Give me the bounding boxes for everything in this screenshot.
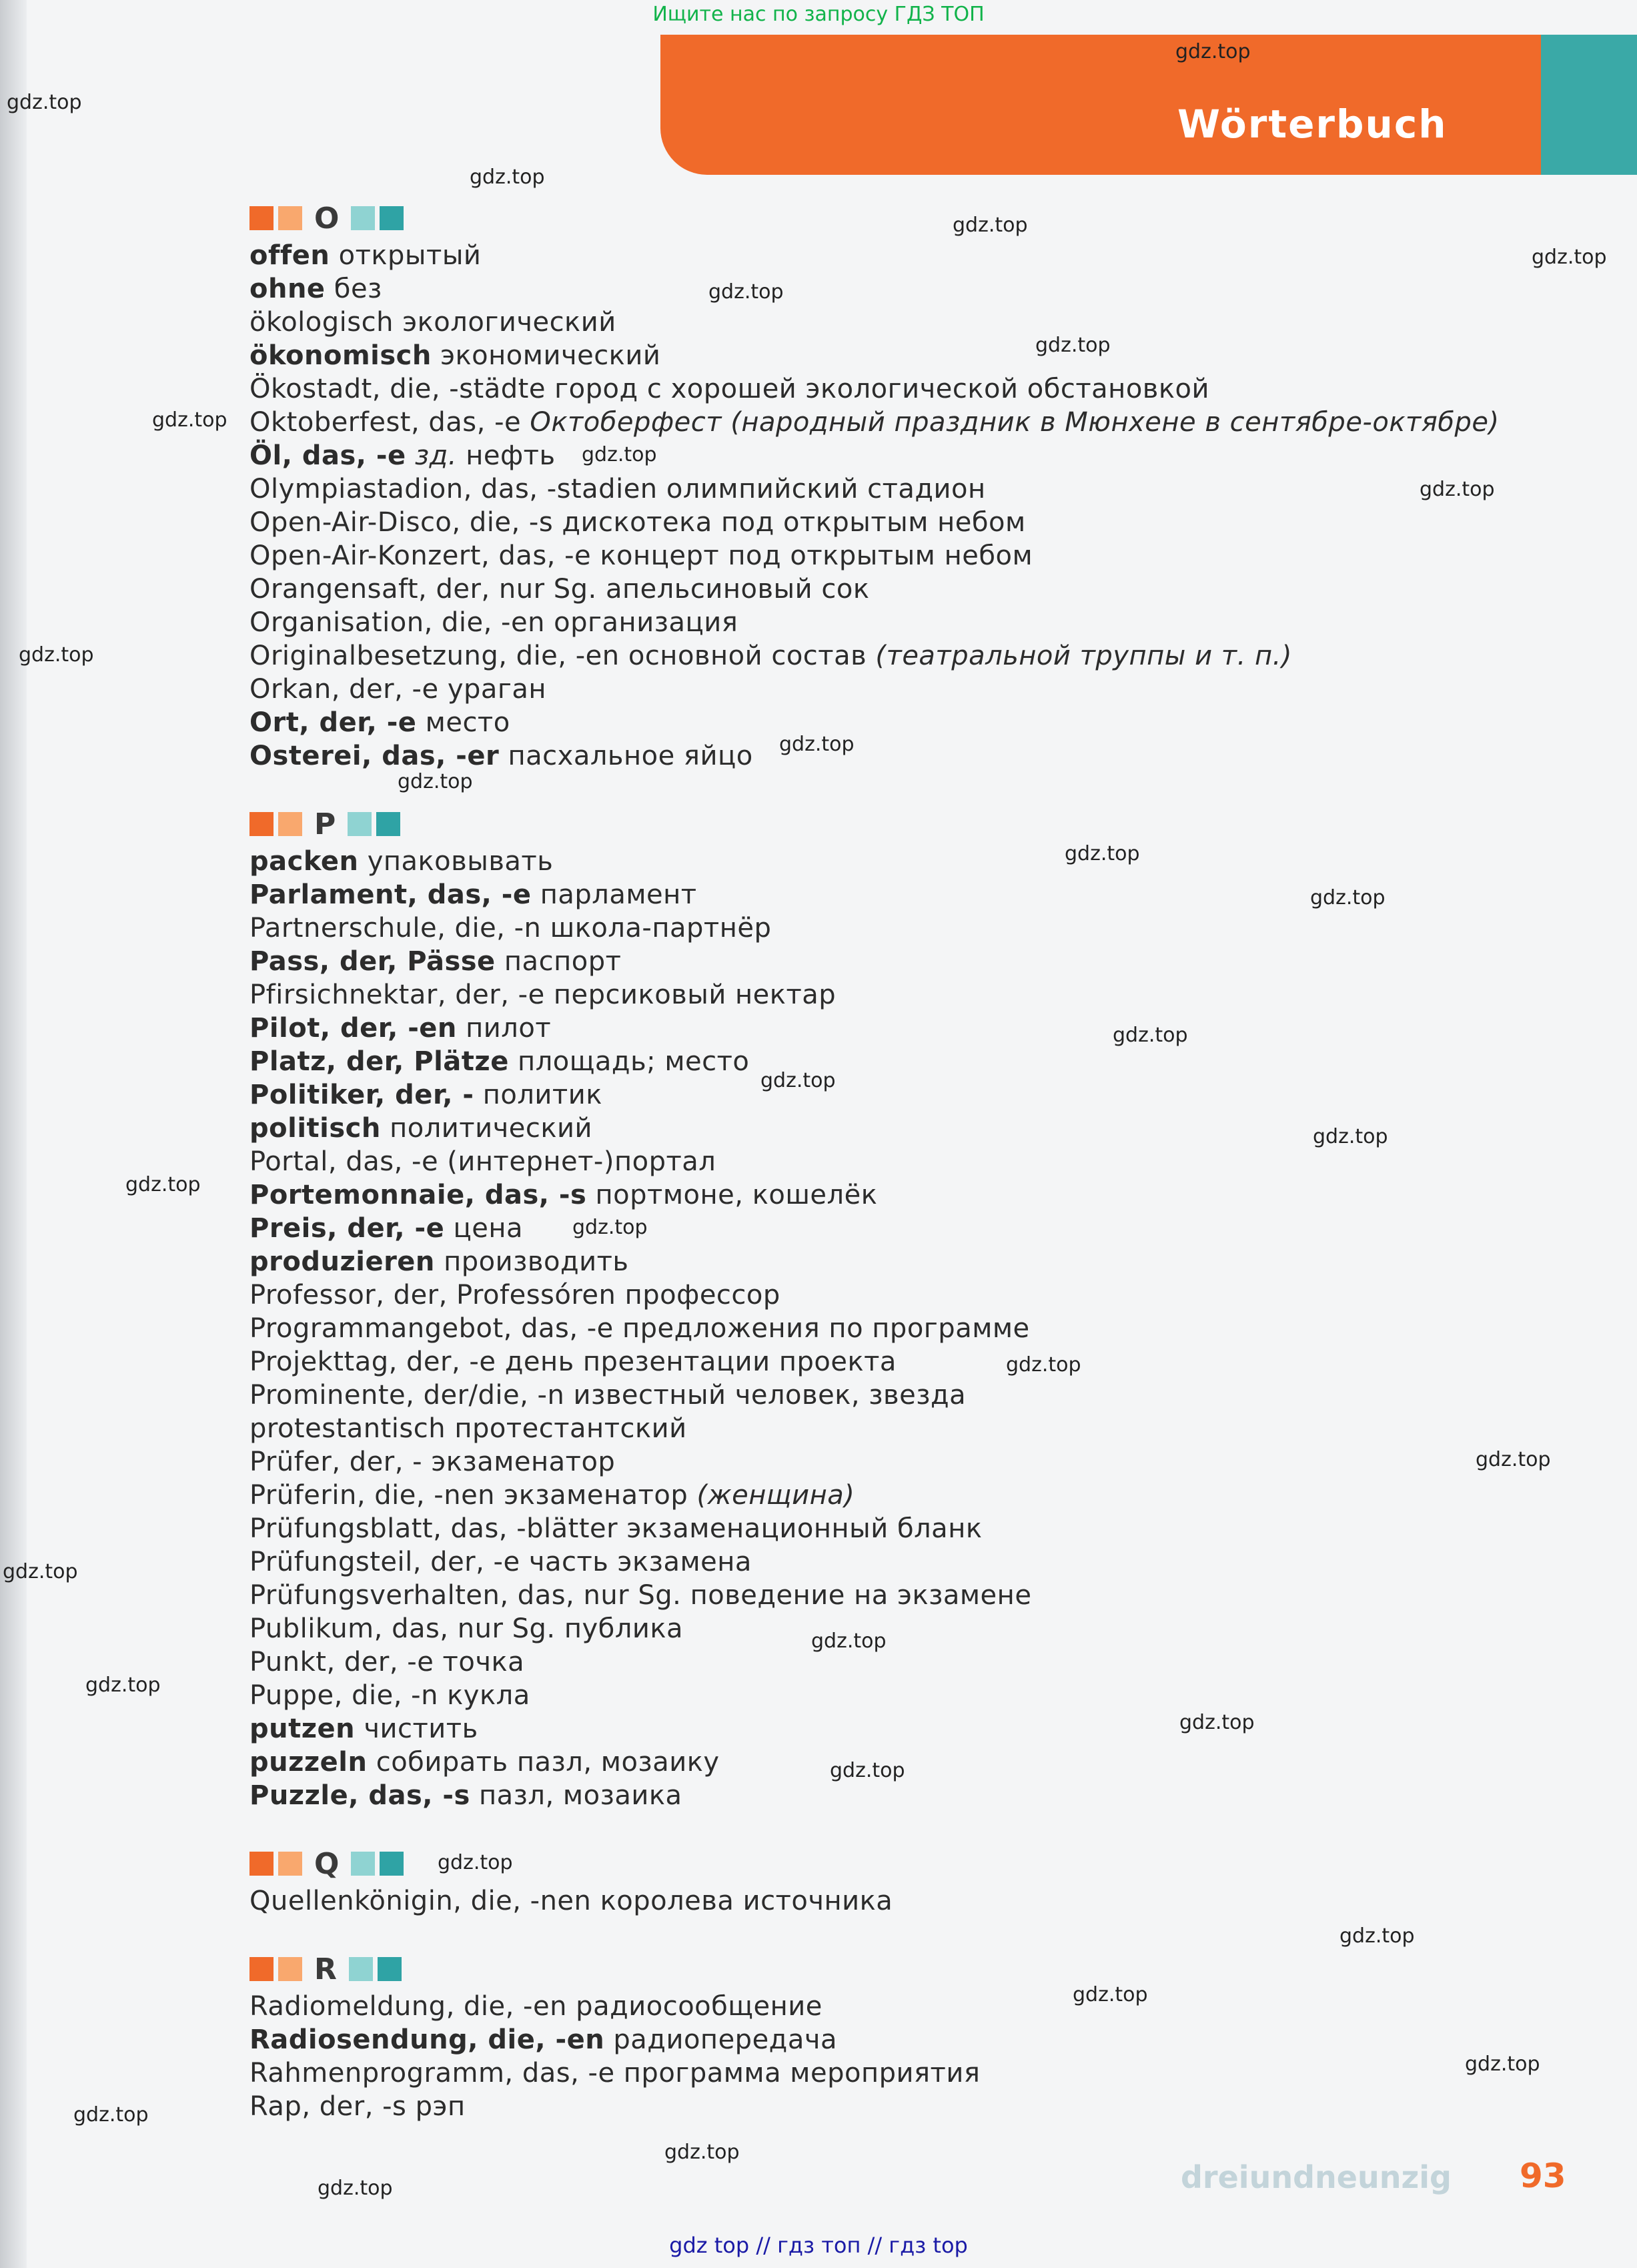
entry-word: Orkan, der, -e	[249, 674, 439, 705]
dictionary-entry	[249, 506, 1517, 539]
entry-word: Parlament, das, -e	[249, 879, 532, 910]
dictionary-entry	[249, 1512, 1517, 1545]
dictionary-entry	[249, 1884, 1517, 1918]
entry-translation: производить	[444, 1246, 629, 1277]
watermark[interactable]: gdz.top	[3, 1560, 78, 1583]
entry-word: Prominente, der/die, -n	[249, 1380, 565, 1411]
entry-translation: чистить	[364, 1714, 478, 1744]
entry-note: зд.	[414, 440, 457, 471]
entry-word: Publikum, das, nur Sg.	[249, 1613, 556, 1644]
watermark[interactable]: gdz.top	[19, 643, 94, 667]
dictionary-entry	[249, 239, 1517, 272]
watermark[interactable]: gdz.top	[152, 408, 227, 432]
watermark[interactable]: gdz.top	[73, 2103, 149, 2127]
section-marker	[376, 812, 400, 836]
entry-word: Portemonnaie, das, -s	[249, 1180, 587, 1210]
entry-translation: публика	[564, 1613, 684, 1644]
dictionary-entry	[249, 673, 1517, 706]
entry-word: ohne	[249, 274, 326, 304]
bottom-links[interactable]: gdz top // гдз топ // гдз top	[669, 2233, 968, 2258]
entry-word: Pfirsichnektar, der, -e	[249, 980, 545, 1010]
watermark[interactable]: gdz.top	[1339, 1924, 1415, 1948]
entry-translation: точка	[442, 1647, 525, 1677]
entry-word: Rahmenprogramm, das, -e	[249, 2058, 615, 2089]
entry-word: Puppe, die, -n	[249, 1680, 438, 1711]
entry-word: packen	[249, 846, 359, 877]
top-banner[interactable]: Ищите нас по запросу ГДЗ ТОП	[652, 3, 985, 26]
entry-word: Projekttag, der, -e	[249, 1347, 496, 1377]
entry-word: Quellenkönigin, die, -nen	[249, 1886, 592, 1916]
entry-word: Prüfer, der, -	[249, 1447, 423, 1477]
entry-translation: рэп	[415, 2091, 466, 2122]
dictionary-entry	[249, 1045, 1517, 1078]
dictionary-entry	[249, 1712, 1517, 1746]
section-gap	[249, 1918, 1517, 1943]
entry-translation: город с хорошей экологической обстановкой	[554, 374, 1210, 404]
dictionary-entry	[249, 1178, 1517, 1212]
watermark[interactable]: gdz.top	[1065, 842, 1140, 865]
entry-word: Originalbesetzung, die, -en	[249, 641, 620, 671]
section-marker	[278, 812, 302, 836]
entry-translation: (интернет-)портал	[447, 1146, 716, 1177]
watermark[interactable]: gdz.top	[7, 91, 82, 114]
entry-word: Punkt, der, -e	[249, 1647, 434, 1677]
watermark[interactable]: gdz.top	[664, 2141, 740, 2164]
entry-translation: протестантский	[454, 1413, 687, 1444]
watermark[interactable]: gdz.top	[582, 443, 657, 466]
dictionary-entry	[249, 573, 1517, 606]
watermark[interactable]: gdz.top	[760, 1069, 836, 1092]
section-marker	[380, 206, 404, 230]
watermark[interactable]: gdz.top	[1310, 886, 1386, 909]
dictionary-entry	[249, 1412, 1517, 1445]
entry-note: (женщина)	[696, 1480, 855, 1511]
entry-word: Olympiastadion, das, -stadien	[249, 474, 658, 504]
entry-translation: день презентации проекта	[504, 1347, 897, 1377]
watermark[interactable]: gdz.top	[953, 214, 1028, 237]
section-letter: O	[314, 201, 340, 236]
entry-word: Platz, der, Plätze	[249, 1046, 509, 1077]
entry-word: Portal, das, -e	[249, 1146, 439, 1177]
entry-translation: парламент	[540, 879, 697, 910]
watermark[interactable]: gdz.top	[1073, 1983, 1148, 2006]
entry-translation: предложения по программе	[622, 1313, 1030, 1344]
dictionary-entry	[249, 1579, 1517, 1612]
watermark[interactable]: gdz.top	[438, 1851, 513, 1874]
entry-word: Organisation, die, -en	[249, 607, 545, 638]
entry-word: Ort, der, -e	[249, 707, 417, 738]
section-header-r	[249, 1948, 1517, 1990]
section-marker	[278, 1957, 302, 1981]
entry-note: (театральной труппы и т. п.)	[875, 641, 1292, 671]
dictionary-entry	[249, 2023, 1517, 2056]
entry-word: Ökostadt, die, -städte	[249, 374, 546, 404]
dictionary-entry	[249, 1345, 1517, 1379]
entry-translation: дискотека под открытым небом	[562, 507, 1026, 538]
page-number: 93	[1520, 2157, 1566, 2195]
section-marker	[351, 206, 375, 230]
dictionary-entry	[249, 439, 1517, 472]
dictionary-entry	[249, 339, 1517, 372]
watermark[interactable]: gdz.top	[85, 1673, 161, 1697]
entry-translation: открытый	[338, 240, 482, 271]
dictionary-entry	[249, 1278, 1517, 1312]
entry-translation: экзаменатор	[431, 1447, 616, 1477]
entry-translation: основной состав	[628, 641, 867, 671]
entry-word: Preis, der, -e	[249, 1213, 445, 1244]
dictionary-entry	[249, 706, 1517, 739]
entry-translation: без	[334, 274, 382, 304]
watermark[interactable]: gdz.top	[1476, 1448, 1551, 1471]
section-header-p	[249, 803, 1517, 845]
entry-translation: персиковый нектар	[553, 980, 837, 1010]
entry-translation: организация	[554, 607, 738, 638]
section-letter: R	[314, 1952, 337, 1986]
dictionary-entry	[249, 606, 1517, 639]
dictionary-entry	[249, 639, 1517, 673]
section-marker	[249, 1957, 274, 1981]
entry-translation: экзаменационный бланк	[626, 1513, 983, 1544]
dictionary-content	[249, 192, 1517, 2123]
watermark[interactable]: gdz.top	[470, 165, 545, 189]
watermark[interactable]: gdz.top	[1006, 1353, 1081, 1377]
page-binding-shadow	[0, 0, 27, 2268]
entry-word: Puzzle, das, -s	[249, 1780, 470, 1811]
entry-translation: поведение на экзамене	[690, 1580, 1032, 1611]
dictionary-entry	[249, 1312, 1517, 1345]
section-letter: P	[314, 807, 336, 841]
entry-translation: политический	[390, 1113, 592, 1144]
header-tab	[1541, 35, 1637, 175]
entry-translation: апельсиновый сок	[605, 574, 870, 605]
dictionary-entry	[249, 1245, 1517, 1278]
section-marker	[249, 812, 274, 836]
section-header-o	[249, 198, 1517, 239]
dictionary-entry	[249, 1212, 1517, 1245]
entry-word: Orangensaft, der, nur Sg.	[249, 574, 597, 605]
entry-translation: концерт под открытым небом	[600, 540, 1033, 571]
entry-word: Partnerschule, die, -n	[249, 913, 542, 943]
entry-translation: часть экзамена	[528, 1547, 752, 1577]
entry-translation: пилот	[466, 1013, 552, 1044]
entry-word: protestantisch	[249, 1413, 446, 1444]
dictionary-entry	[249, 1779, 1517, 1812]
watermark[interactable]: gdz.top	[572, 1216, 648, 1239]
watermark[interactable]: gdz.top	[1113, 1024, 1188, 1047]
entry-translation: ураган	[447, 674, 547, 705]
entry-word: Osterei, das, -er	[249, 741, 500, 771]
watermark[interactable]: gdz.top	[1035, 334, 1111, 357]
entry-word: politisch	[249, 1113, 381, 1144]
dictionary-entry	[249, 406, 1517, 439]
entry-translation: радиопередача	[613, 2024, 837, 2055]
entry-translation: цена	[453, 1213, 523, 1244]
entry-translation: королева источника	[600, 1886, 893, 1916]
entry-word: ökologisch	[249, 307, 394, 338]
dictionary-entry	[249, 306, 1517, 339]
section-marker	[378, 1957, 402, 1981]
entry-translation: программа мероприятия	[623, 2058, 981, 2089]
dictionary-entry	[249, 1078, 1517, 1112]
dictionary-entry	[249, 272, 1517, 306]
entry-word: Radiosendung, die, -en	[249, 2024, 605, 2055]
entry-word: Programmangebot, das, -e	[249, 1313, 614, 1344]
entry-translation: пазл, мозаика	[479, 1780, 682, 1811]
entry-word: puzzeln	[249, 1747, 368, 1778]
watermark[interactable]: gdz.top	[1175, 40, 1251, 63]
section-marker	[380, 1852, 404, 1876]
entry-translation: упаковывать	[367, 846, 554, 877]
entry-translation: пасхальное яйцо	[508, 741, 753, 771]
entry-translation: политик	[482, 1080, 602, 1110]
section-letter: Q	[314, 1846, 340, 1881]
entry-word: offen	[249, 240, 330, 271]
entry-word: Oktoberfest, das, -e	[249, 407, 522, 438]
dictionary-entry	[249, 2056, 1517, 2090]
section-marker	[278, 1852, 302, 1876]
watermark[interactable]: gdz.top	[830, 1759, 905, 1782]
entry-translation: экономический	[440, 340, 661, 371]
watermark[interactable]: gdz.top	[318, 2177, 393, 2200]
dictionary-entry	[249, 911, 1517, 945]
watermark[interactable]: gdz.top	[779, 733, 855, 756]
dictionary-entry	[249, 1379, 1517, 1412]
section-marker	[249, 1852, 274, 1876]
section-marker	[278, 206, 302, 230]
entry-word: ökonomisch	[249, 340, 432, 371]
dictionary-entry	[249, 1445, 1517, 1479]
entry-word: Prüfungsblatt, das, -blätter	[249, 1513, 618, 1544]
entry-translation: площадь; место	[518, 1046, 750, 1077]
entry-translation: портмоне, кошелёк	[595, 1180, 878, 1210]
section-marker	[348, 812, 372, 836]
dictionary-entry	[249, 978, 1517, 1012]
dictionary-entry	[249, 1545, 1517, 1579]
dictionary-entry	[249, 372, 1517, 406]
section-marker	[351, 1852, 375, 1876]
entry-translation: экологический	[402, 307, 616, 338]
entry-word: Öl, das, -e	[249, 440, 406, 471]
entry-word: produzieren	[249, 1246, 435, 1277]
watermark[interactable]: gdz.top	[398, 770, 473, 793]
entry-translation: олимпийский стадион	[666, 474, 986, 504]
entry-word: Professor, der, Professóren	[249, 1280, 616, 1310]
entry-translation: место	[425, 707, 510, 738]
watermark[interactable]: gdz.top	[708, 280, 784, 304]
dictionary-entry	[249, 1990, 1517, 2023]
watermark[interactable]: gdz.top	[125, 1173, 201, 1196]
dictionary-entry	[249, 1479, 1517, 1512]
entry-translation: собирать пазл, мозаику	[376, 1747, 720, 1778]
dictionary-entry	[249, 739, 1517, 773]
dictionary-entry	[249, 2090, 1517, 2123]
entry-word: Radiomeldung, die, -en	[249, 1991, 567, 2022]
entry-translation: профессор	[624, 1280, 780, 1310]
entry-word: Pass, der, Pässe	[249, 946, 496, 977]
entry-word: Politiker, der, -	[249, 1080, 474, 1110]
watermark[interactable]: gdz.top	[1179, 1711, 1255, 1734]
page-title: Wörterbuch	[1177, 101, 1448, 147]
entry-translation: паспорт	[504, 946, 622, 977]
watermark[interactable]: gdz.top	[1420, 478, 1495, 501]
dictionary-entry	[249, 845, 1517, 878]
entry-word: Prüfungsverhalten, das, nur Sg.	[249, 1580, 682, 1611]
entry-word: Prüferin, die, -nen	[249, 1480, 496, 1511]
page-number-word: dreiundneunzig	[1181, 2159, 1452, 2195]
entry-translation: радиосообщение	[576, 1991, 823, 2022]
section-marker	[349, 1957, 373, 1981]
dictionary-entry	[249, 1679, 1517, 1712]
dictionary-entry	[249, 945, 1517, 978]
entry-translation: известный человек, звезда	[573, 1380, 967, 1411]
entry-word: putzen	[249, 1714, 356, 1744]
entry-word: Open-Air-Konzert, das, -e	[249, 540, 592, 571]
entry-word: Rap, der, -s	[249, 2091, 407, 2122]
section-gap	[249, 1812, 1517, 1838]
entry-translation: экзаменатор	[504, 1480, 688, 1511]
dictionary-entry	[249, 539, 1517, 573]
section-marker	[249, 206, 274, 230]
entry-translation: кукла	[447, 1680, 530, 1711]
entry-note: Октоберфест (народный праздник в Мюнхене в сентябре-октябре)	[530, 407, 1500, 438]
watermark[interactable]: gdz.top	[1465, 2052, 1540, 2076]
watermark[interactable]: gdz.top	[1532, 246, 1607, 269]
watermark[interactable]: gdz.top	[811, 1629, 887, 1653]
entry-translation: школа-партнёр	[550, 913, 772, 943]
dictionary-entry	[249, 472, 1517, 506]
entry-word: Prüfungsteil, der, -e	[249, 1547, 520, 1577]
entry-word: Pilot, der, -en	[249, 1013, 457, 1044]
watermark[interactable]: gdz.top	[1313, 1125, 1388, 1148]
dictionary-entry	[249, 1012, 1517, 1045]
dictionary-entry	[249, 1145, 1517, 1178]
entry-word: Open-Air-Disco, die, -s	[249, 507, 554, 538]
entry-translation: нефть	[466, 440, 556, 471]
